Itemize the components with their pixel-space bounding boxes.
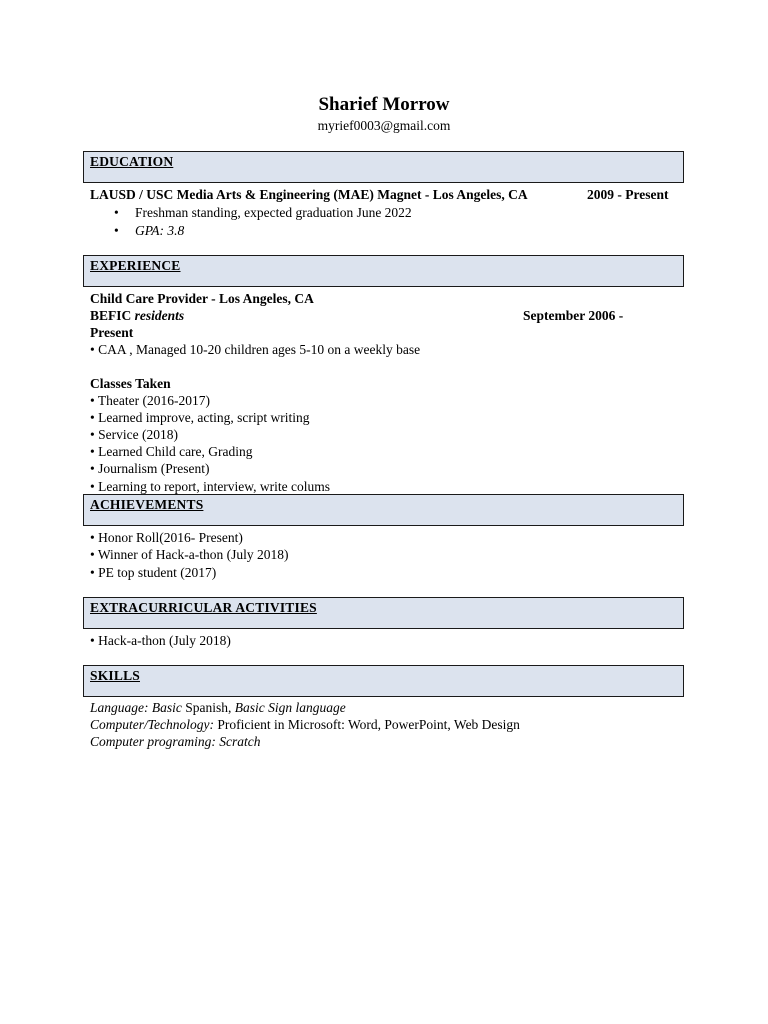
experience-job-title: Child Care Provider - Los Angeles, CA: [90, 291, 314, 306]
classes-heading: Classes Taken: [90, 376, 171, 391]
skills-language-value: Spanish,: [181, 700, 235, 715]
experience-section-header: [83, 255, 684, 287]
education-title: EDUCATION: [90, 154, 174, 169]
extracurricular-title: EXTRACURRICULAR ACTIVITIES: [90, 600, 317, 615]
skills-title: SKILLS: [90, 668, 140, 683]
education-dates: 2009 - Present: [587, 187, 669, 202]
education-bullet-1: [114, 204, 412, 221]
class-item: • Learning to report, interview, write colums: [90, 479, 331, 494]
experience-org: [90, 307, 184, 324]
experience-dates-start: September 2006 -: [523, 308, 624, 323]
experience-org-suffix: residents: [134, 308, 185, 323]
education-school: LAUSD / USC Media Arts & Engineering (MAE) Magnet - Los Angeles, CA: [90, 187, 528, 202]
education-gpa: GPA: 3.8: [135, 223, 185, 238]
experience-org-name: BEFIC: [90, 308, 132, 323]
achievement-item: • Honor Roll(2016- Present): [90, 530, 243, 545]
class-item: • Learned improve, acting, script writing: [90, 410, 310, 425]
achievements-title: ACHIEVEMENTS: [90, 497, 204, 512]
achievements-section-header: [83, 494, 684, 526]
skills-programming: Computer programing: Scratch: [90, 734, 261, 749]
experience-dates-end: Present: [90, 325, 134, 340]
candidate-name: Sharief Morrow: [318, 94, 450, 115]
education-bullet-2: [114, 222, 184, 239]
extracurricular-item: • Hack-a-thon (July 2018): [90, 633, 231, 648]
achievement-item: • PE top student (2017): [90, 565, 217, 580]
skills-section-header: [83, 665, 684, 697]
skills-computer-value: Proficient in Microsoft: Word, PowerPoint, Web Design: [214, 717, 520, 732]
skills-language-label: Language: Basic: [90, 700, 182, 715]
skills-computer-label: Computer/Technology:: [90, 717, 214, 732]
class-item: • Learned Child care, Grading: [90, 444, 253, 459]
skills-language-value-2: Basic Sign language: [234, 700, 346, 715]
candidate-email: myrief0003@gmail.com: [317, 118, 451, 133]
bullet-icon: •: [114, 205, 119, 220]
class-item: • Journalism (Present): [90, 461, 210, 476]
bullet-icon: •: [114, 223, 119, 238]
class-item: • Theater (2016-2017): [90, 393, 210, 408]
experience-duty: • CAA , Managed 10-20 children ages 5-10 on a weekly base: [90, 342, 421, 357]
achievement-item: • Winner of Hack-a-thon (July 2018): [90, 547, 289, 562]
skills-language: [90, 699, 346, 716]
education-section-header: [83, 151, 684, 183]
class-item: • Service (2018): [90, 427, 178, 442]
extracurricular-section-header: [83, 597, 684, 629]
education-bullet-text: Freshman standing, expected graduation June 2022: [135, 205, 412, 220]
experience-title: EXPERIENCE: [90, 258, 181, 273]
skills-computer: [90, 716, 520, 733]
